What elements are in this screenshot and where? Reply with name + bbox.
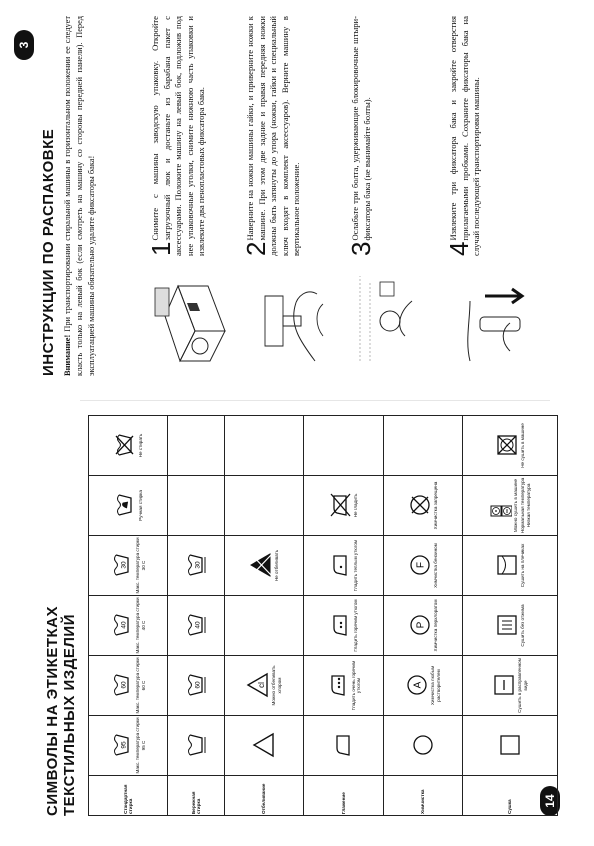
symbol-cell — [463, 536, 558, 596]
svg-text:A: A — [412, 682, 424, 689]
dry-clean-p-icon — [408, 613, 432, 639]
iron-cool-icon — [328, 553, 352, 579]
symbol-cell — [383, 656, 462, 716]
symbol-caption: Ручная стирка — [137, 490, 143, 521]
step-3-text: Ослабьте три болта, удерживающие блокировочные штыри-фиксаторы бака (не вынимайте болты). — [350, 16, 372, 241]
hand-wash-icon — [113, 493, 137, 519]
symbol-caption: Сушить в расправленном виде — [517, 658, 528, 713]
dry-clean-a-icon — [405, 673, 429, 699]
symbol-row-label: Сушка — [463, 776, 558, 816]
empty-icon — [331, 433, 355, 459]
wash-temperature: 60 — [194, 681, 202, 690]
symbol-cell — [463, 416, 558, 476]
symbol-caption: Не стирать — [137, 433, 143, 458]
line-dry-icon — [495, 553, 519, 579]
symbol-caption: Макс. температура стирки 95 С — [135, 717, 146, 774]
wash-30-icon — [110, 553, 134, 579]
step-2-number: 2 — [241, 241, 271, 256]
symbol-caption: Можно отбеливать хлором — [271, 665, 282, 706]
gentle-wash-40-icon — [184, 613, 208, 639]
wash-40-icon — [110, 613, 134, 639]
symbol-cell — [383, 716, 462, 776]
wash-temperature: 40 — [194, 621, 202, 630]
empty-icon — [184, 493, 208, 519]
symbols-title — [44, 606, 78, 816]
wash-temperature: 40 — [120, 621, 128, 630]
gutter-divider — [80, 400, 550, 401]
symbol-caption: Не отбеливать — [273, 549, 279, 582]
step-1 — [146, 16, 208, 256]
symbol-cell — [383, 416, 462, 476]
dry-clean-f-icon — [408, 553, 432, 579]
step-1-number: 1 — [146, 241, 176, 256]
dryer-note-low: Низкая температура — [526, 483, 532, 528]
no-dry-clean-icon — [408, 493, 432, 519]
wash-temperature: 30 — [194, 561, 202, 570]
symbol-caption: Гладить теплым утюгом — [353, 539, 359, 592]
intro-warning: Внимание! — [63, 334, 72, 376]
symbols-title-line2: ТЕКСТИЛЬНЫХ ИЗДЕЛИЙ — [61, 614, 78, 816]
symbol-cell — [168, 416, 225, 476]
symbol-caption: Гладить горячим утюгом — [353, 599, 359, 652]
svg-text:cl: cl — [257, 682, 267, 689]
no-iron-icon — [328, 493, 352, 519]
symbol-cell — [304, 536, 383, 596]
step4-illustration — [440, 271, 535, 371]
no-bleach-icon — [249, 553, 273, 579]
symbol-cell — [89, 416, 168, 476]
symbol-row-label: Стандартная стирка — [89, 776, 168, 816]
step-2-text: Наверните на ножки машины гайки, и приверните ножки к машине. При этом две задние и правая передняя ножки должны быть затянуты до упора (ножки, гайки и специальный ключ входят в комплект аксессуаров). Верните машину в вертикальное положение. — [245, 16, 302, 256]
symbol-caption: Сушить на плечиках — [519, 543, 525, 588]
symbol-cell — [225, 476, 304, 536]
symbol-row-label: Отбеливание — [225, 776, 304, 816]
symbol-cell — [383, 476, 462, 536]
iron-warm-icon — [328, 613, 352, 639]
step-3-number: 3 — [346, 241, 376, 256]
gentle-wash-30-icon — [184, 553, 208, 579]
symbol-cell — [383, 536, 462, 596]
symbol-row — [463, 416, 558, 816]
symbol-caption: Можно сушить в машине — [513, 478, 519, 533]
symbol-caption: Макс. температура стирки 40 С — [135, 597, 146, 654]
unpacking-title: ИНСТРУКЦИИ ПО РАСПАКОВКЕ — [40, 128, 57, 376]
symbol-caption: Сушить без отжима — [519, 604, 525, 647]
symbol-caption: Химчистка запрещена — [432, 481, 438, 530]
symbol-caption: Химчистка перхлоратом — [432, 599, 438, 652]
empty-icon — [252, 433, 276, 459]
gentle-wash-60-icon — [184, 673, 208, 699]
symbol-cell — [89, 536, 168, 596]
symbol-cell — [304, 596, 383, 656]
iron-icon — [331, 733, 355, 759]
symbol-cell — [89, 596, 168, 656]
intro-paragraph — [62, 16, 97, 376]
symbol-row — [225, 416, 304, 816]
symbol-cell — [89, 656, 168, 716]
wash-temperature: 95 — [120, 741, 128, 750]
symbol-caption: Гладить очень горячим утюгом — [350, 660, 362, 711]
empty-icon — [411, 433, 435, 459]
symbol-cell — [304, 416, 383, 476]
symbol-caption: Не гладить — [353, 493, 359, 518]
step-4-number: 4 — [444, 241, 474, 256]
symbol-caption: Химчистка бензином — [432, 543, 438, 588]
intro-text: При транспортировании стиральной машины в горизонтальном положении ее следует класть только на левый бок (если смотреть на машину со стороны передней панели). Перед эксплуатацией машины обязательно удалите фиксаторы бака! — [63, 16, 96, 376]
symbol-cell — [225, 716, 304, 776]
chlorine-bleach-icon — [246, 673, 270, 699]
symbol-cell — [304, 656, 383, 716]
drip-dry-icon — [495, 613, 519, 639]
wash-temperature: 60 — [120, 681, 128, 690]
symbol-row — [168, 416, 225, 816]
symbol-cell — [168, 596, 225, 656]
symbol-cell — [225, 656, 304, 716]
symbol-caption: Макс. температура стирки 30 С — [135, 537, 146, 594]
step3-illustration — [350, 271, 425, 366]
symbol-cell — [168, 476, 225, 536]
symbol-row-label: Глажение — [304, 776, 383, 816]
symbol-cell — [463, 476, 558, 536]
wash-temperature: 30 — [120, 561, 128, 570]
step-1-text: Снимите с машины заводскую упаковку. Откройте загрузочный люк и достаньте из барабана пакет с аксессуарами. Положите машину на левый бок, подложив под нее упаковочные уголки, снимите нижнюю часть упаковки и извлеките два пенопластовых фиксатора бака. — [150, 16, 207, 256]
iron-hot-icon — [326, 673, 350, 699]
dryer-note-normal: Нормальная температура — [519, 477, 525, 534]
symbol-cell — [463, 656, 558, 716]
symbol-cell — [168, 656, 225, 716]
symbol-cell — [463, 596, 558, 656]
symbol-cell — [225, 536, 304, 596]
symbol-cell — [304, 716, 383, 776]
empty-icon — [184, 433, 208, 459]
symbol-caption: Макс. температура стирки 60 С — [135, 657, 146, 714]
empty-icon — [252, 613, 276, 639]
page-number-right: 3 — [14, 30, 34, 60]
symbol-caption: Химчистка любым растворителем — [429, 665, 441, 706]
symbol-cell — [304, 476, 383, 536]
empty-icon — [252, 493, 276, 519]
dry-clean-icon — [411, 733, 435, 759]
symbol-cell — [383, 596, 462, 656]
dry-icon — [498, 733, 522, 759]
step-3 — [346, 16, 376, 256]
gentle-wash-icon — [184, 733, 208, 759]
symbol-row — [383, 416, 462, 816]
symbol-row — [304, 416, 383, 816]
svg-text:F: F — [415, 562, 427, 569]
page-number-left: 14 — [540, 786, 560, 816]
care-symbols-table — [88, 415, 558, 816]
symbol-cell — [168, 536, 225, 596]
symbol-cell — [89, 476, 168, 536]
wash-60-icon — [110, 673, 134, 699]
no-tumble-dry-icon — [495, 433, 519, 459]
symbols-title-line1: СИМВОЛЫ НА ЭТИКЕТКАХ — [44, 605, 61, 816]
symbol-row-label: Химчистка — [383, 776, 462, 816]
symbol-row-label: Бережная стирка — [168, 776, 225, 816]
wash-95-icon — [110, 733, 134, 759]
symbol-row — [89, 416, 168, 816]
symbol-cell — [225, 416, 304, 476]
symbol-caption: Не сушить в машине — [519, 423, 525, 468]
symbol-cell — [225, 596, 304, 656]
step2-illustration — [245, 271, 330, 366]
no-wash-icon — [113, 433, 137, 459]
step-4 — [444, 16, 483, 256]
svg-text:P: P — [415, 622, 427, 629]
step-2 — [241, 16, 303, 256]
symbol-cell — [463, 716, 558, 776]
symbol-cell — [168, 716, 225, 776]
bleach-icon — [252, 733, 276, 759]
dry-flat-icon — [492, 673, 516, 699]
step-4-text: Извлеките три фиксатора бака и закройте отверстия прилагаемыми пробками. Сохраните фиксаторы бака на случай последующей транспортировки машины. — [448, 16, 482, 256]
symbol-cell — [89, 716, 168, 776]
tumble-dry-icon — [488, 493, 512, 519]
step1-illustration — [150, 271, 230, 371]
